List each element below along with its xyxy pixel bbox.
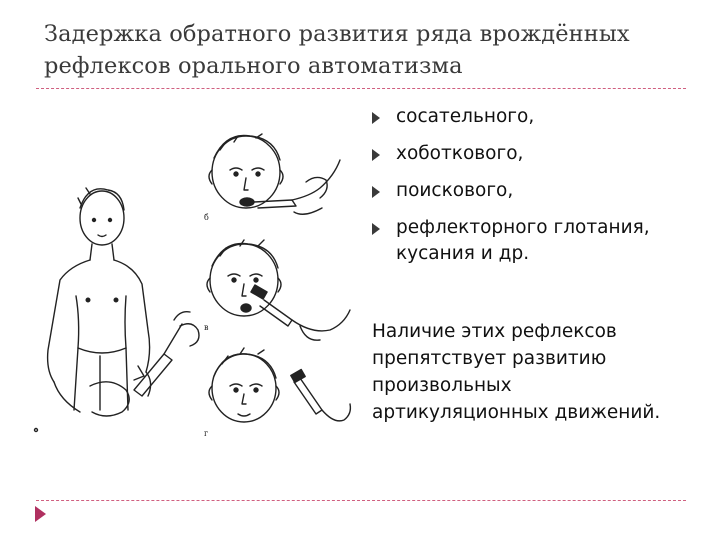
svg-text:в: в — [204, 323, 209, 332]
slide-title: Задержка обратного развития ряда врождённых рефлексов орального автоматизма — [44, 21, 630, 79]
list-item-text: сосательного, — [396, 106, 535, 127]
face-proboscis-drawing — [204, 240, 350, 340]
svg-text:г: г — [204, 429, 209, 438]
list-item-text: рефлекторного глотания, кусания и др. — [396, 217, 650, 264]
list-item — [372, 141, 702, 167]
triangle-right-icon — [372, 112, 380, 124]
list-item — [372, 178, 702, 204]
standing-child-drawing — [35, 188, 200, 432]
face-sucking-drawing — [204, 134, 340, 222]
list-item-text: поискового, — [396, 180, 514, 201]
reflex-list — [372, 104, 702, 278]
triangle-right-icon — [372, 223, 380, 235]
footer-divider — [36, 500, 686, 501]
list-item-text: хоботкового, — [396, 143, 524, 164]
triangle-right-icon — [372, 149, 380, 161]
play-arrow-icon[interactable] — [35, 506, 46, 522]
triangle-right-icon — [372, 186, 380, 198]
list-item — [372, 104, 702, 130]
note-paragraph: Наличие этих рефлексов препятствует развитию произвольных артикуляционных движений. — [372, 321, 661, 423]
list-item — [372, 215, 702, 267]
face-searching-drawing — [204, 348, 350, 438]
title-divider — [36, 88, 686, 89]
svg-text:б: б — [204, 213, 209, 222]
reflex-illustration — [30, 120, 360, 460]
